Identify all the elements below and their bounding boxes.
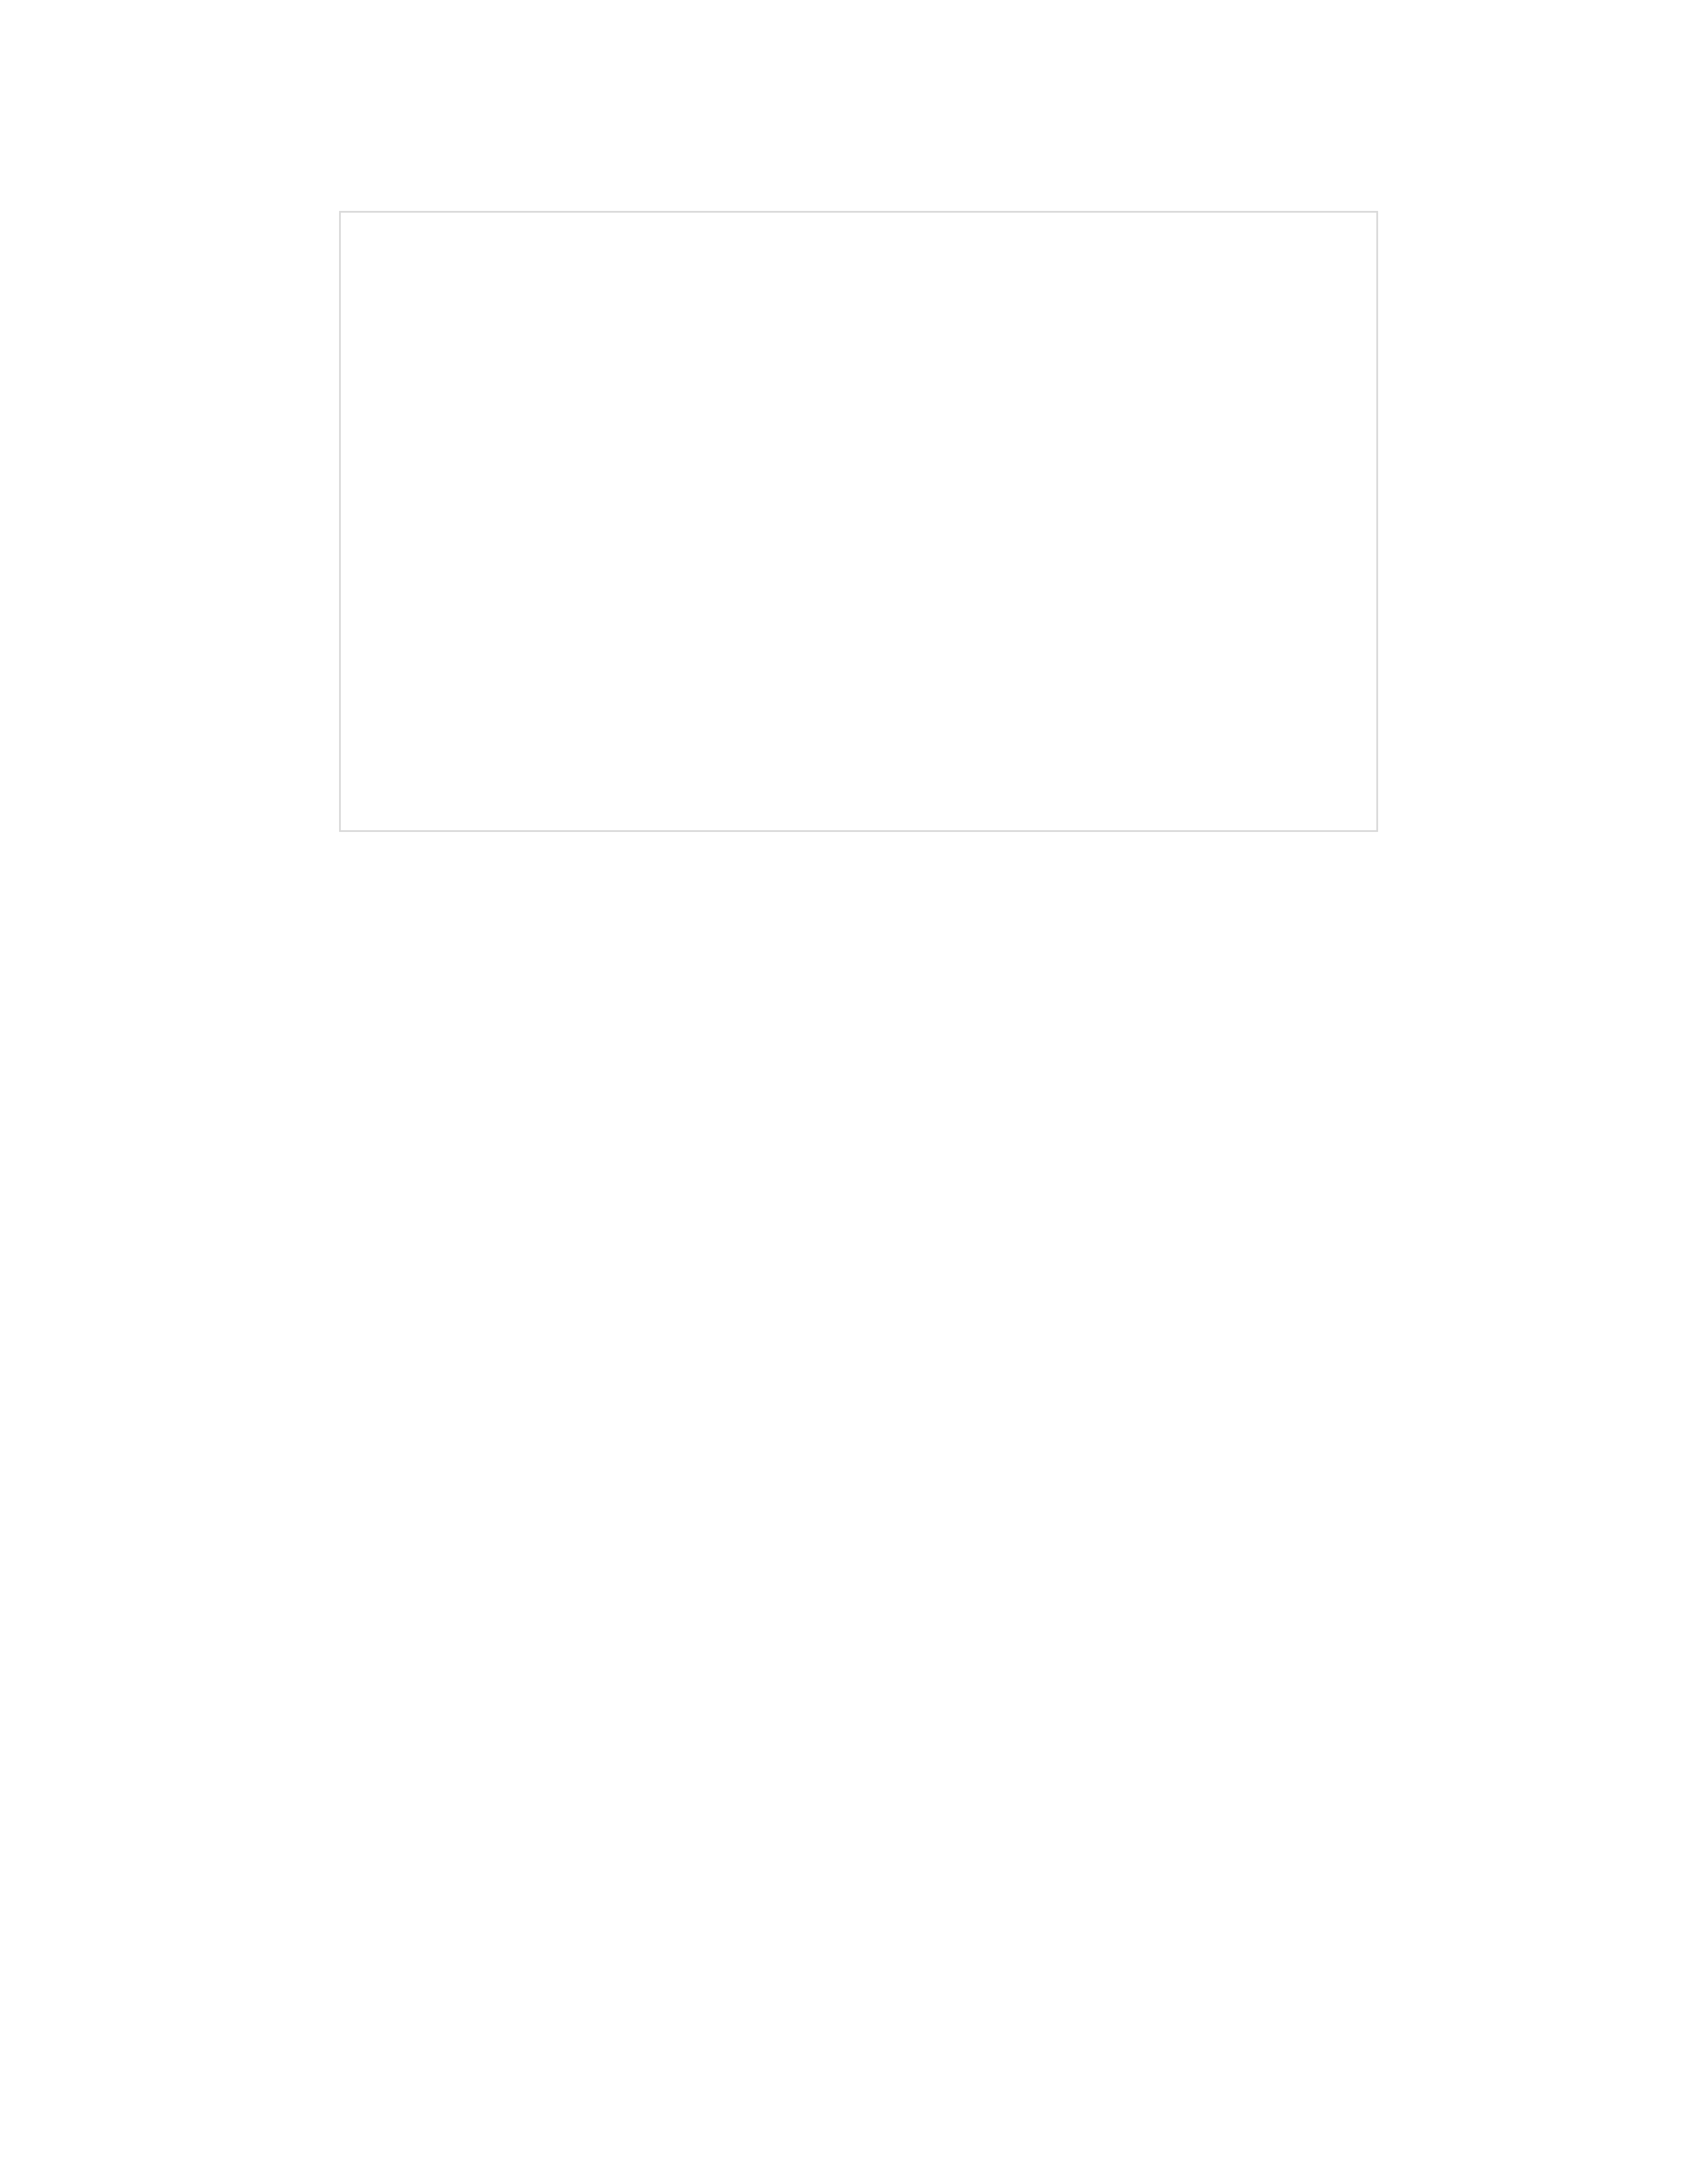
pie-chart bbox=[339, 211, 1378, 832]
page-content bbox=[261, 201, 1464, 841]
pie-chart-svg bbox=[341, 213, 1376, 830]
